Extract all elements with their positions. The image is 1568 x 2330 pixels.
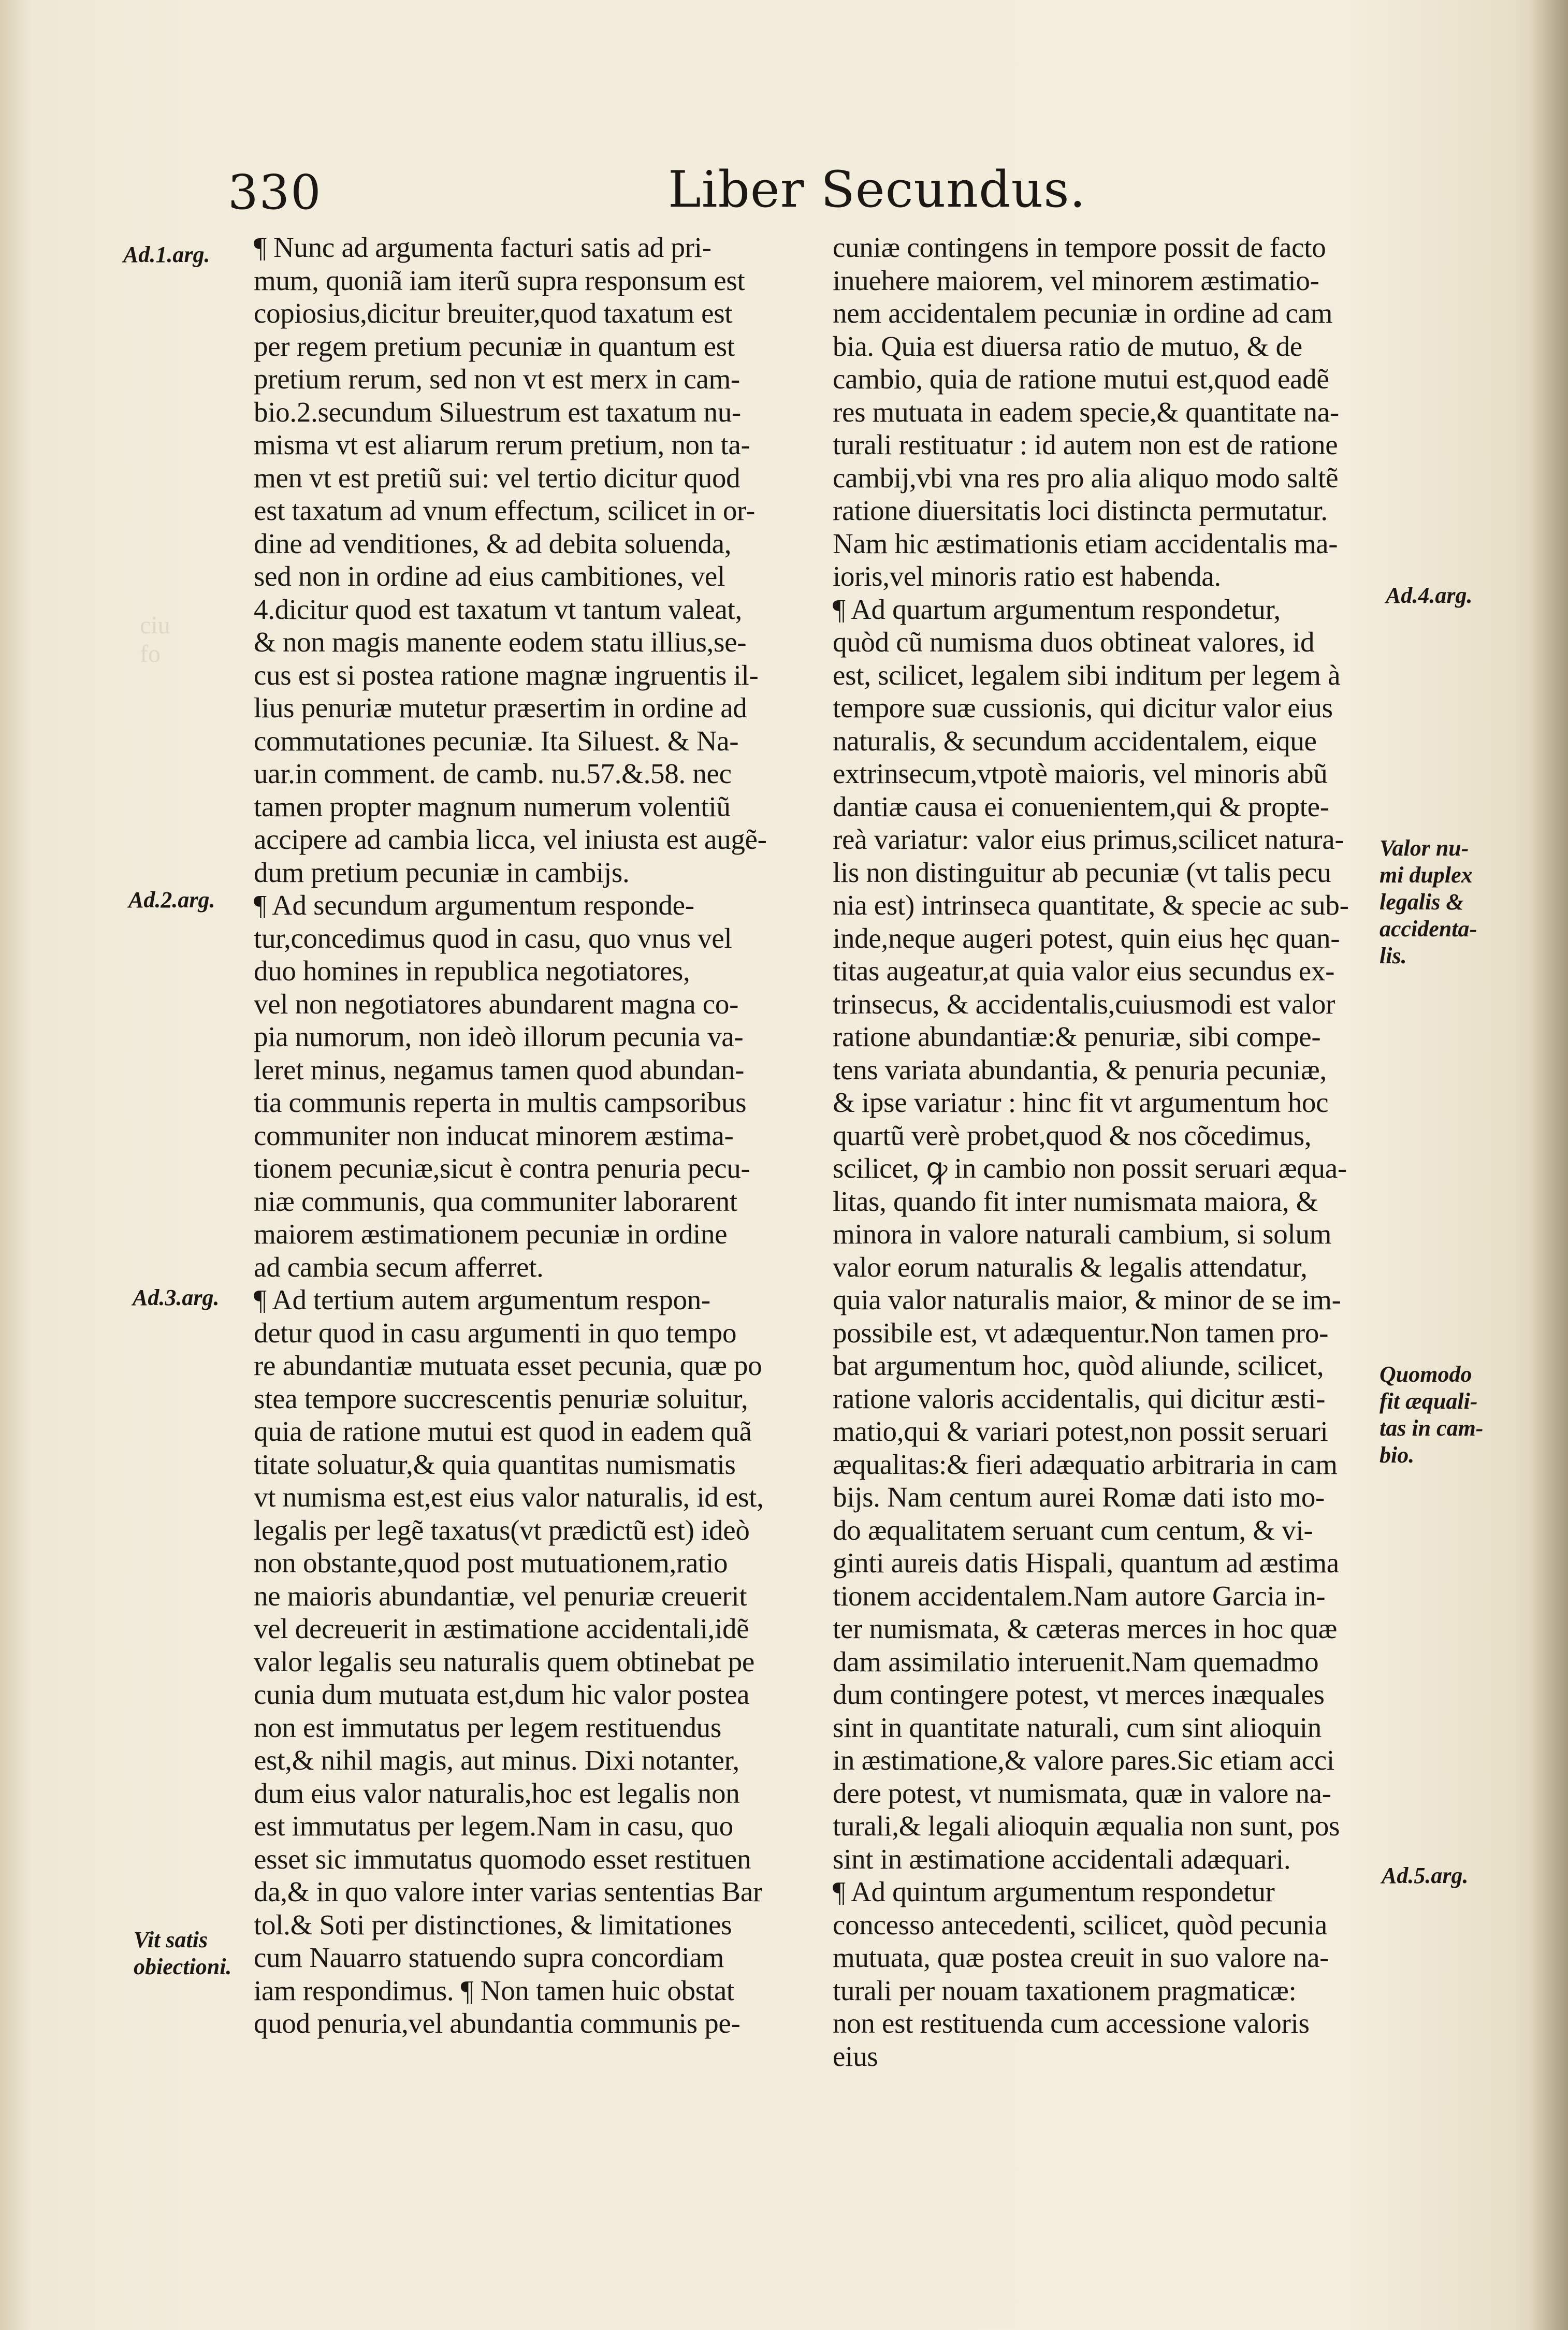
text-line: tur,concedimus quod in casu, quo vnus vel: [254, 922, 732, 954]
text-line: dere potest, vt numismata, quæ in valore na-: [833, 1777, 1331, 1809]
text-line: cuniæ contingens in tempore possit de facto: [833, 231, 1326, 263]
text-line: non est immutatus per legem restituendus: [254, 1711, 721, 1743]
text-line: reà variatur: valor eius primus,scilicet natura-: [833, 823, 1344, 855]
text-line: minora in valore naturali cambium, si solum: [833, 1218, 1332, 1250]
text-line: bijs. Nam centum aurei Romæ dati isto mo-: [833, 1481, 1325, 1513]
text-line: tens variata abundantia, & penuria pecuniæ,: [833, 1053, 1327, 1086]
text-line: possibile est, vt adæquentur.Non tamen pro-: [833, 1316, 1329, 1349]
text-line: quia valor naturalis maior, & minor de se im-: [833, 1284, 1341, 1315]
text-line: vel decreuerit in æstimatione accidentali,idẽ: [254, 1613, 749, 1644]
text-line: ter numismata, & cæteras merces in hoc quæ: [833, 1613, 1338, 1644]
text-line: dam assimilatio interuenit.Nam quemadmo: [833, 1645, 1319, 1677]
text-line: leret minus, negamus tamen quod abundan-: [254, 1053, 745, 1086]
text-line: tia communis reperta in multis campsoribus: [254, 1087, 747, 1118]
text-line: scilicet, ꝙ in cambio non possit seruari æqua-: [833, 1152, 1347, 1184]
text-line: eius: [833, 2040, 878, 2072]
text-line: accipere ad cambia licca, vel iniusta est augẽ-: [254, 823, 767, 855]
text-line: tionem pecuniæ,sicut è contra penuria pecu-: [254, 1152, 750, 1184]
text-line: inde,neque augeri potest, quin eius hęc quan-: [833, 922, 1340, 954]
left-text-column: [254, 231, 803, 2040]
text-line: mutuata, quæ postea creuit in suo valore na-: [833, 1942, 1329, 1973]
text-line: commutationes pecuniæ. Ita Siluest. & Na-: [254, 725, 739, 757]
text-line: tionem accidentalem.Nam autore Garcia in-: [833, 1580, 1326, 1612]
text-line: quartũ verè probet,quod & nos cõcedimus,: [833, 1119, 1312, 1151]
text-line: esset sic immutatus quomodo esset restituen: [254, 1843, 751, 1875]
text-line: non obstante,quod post mutuationem,ratio: [254, 1547, 728, 1579]
text-line: quod penuria,vel abundantia communis pe-: [254, 2007, 741, 2039]
text-line: copiosius,dicitur breuiter,quod taxatum est: [254, 297, 733, 329]
margin-note-vit: Vit satis obiectioni.: [134, 1927, 232, 1979]
text-line: tempore suæ cussionis, qui dicitur valor eius: [833, 692, 1333, 723]
margin-note-quomodo: Quomodo fit æquali- tas in cam- bio.: [1380, 1362, 1484, 1468]
right-text-column: [833, 231, 1392, 2073]
text-line: dum pretium pecuniæ in cambijs.: [254, 856, 630, 888]
text-line: valor legalis seu naturalis quem obtinebat pe: [254, 1645, 755, 1677]
text-line: pretium rerum, sed non vt est merx in cam-: [254, 363, 740, 395]
text-line: cambij,vbi vna res pro alia aliquo modo saltẽ: [833, 461, 1339, 494]
text-line: pia numorum, non ideò illorum pecunia va-: [254, 1021, 744, 1052]
text-line: ¶ Ad quartum argumentum respondetur,: [833, 593, 1281, 625]
text-line: bia. Quia est diuersa ratio de mutuo, & de: [833, 330, 1302, 362]
text-line: do æqualitatem seruant cum centum, & vi-: [833, 1514, 1313, 1546]
text-line: titas augeatur,at quia valor eius secundus ex-: [833, 955, 1335, 987]
text-line: dantiæ causa ei conuenientem,qui & propte-: [833, 790, 1329, 822]
text-line: turali,& legali alioquin æqualia non sunt, pos: [833, 1810, 1340, 1842]
text-line: da,& in quo valore inter varias sententias Bar: [254, 1876, 763, 1907]
text-line: & non magis manente eodem statu illius,se-: [254, 626, 747, 658]
text-line: cunia dum mutuata est,dum hic valor postea: [254, 1678, 750, 1710]
margin-note-valor: Valor nu- mi duplex legalis & accidenta- lis.: [1380, 835, 1477, 968]
text-line: est immutatus per legem.Nam in casu, quo: [254, 1810, 733, 1842]
text-line: maiorem æstimationem pecuniæ in ordine: [254, 1218, 728, 1250]
text-line: & ipse variatur : hinc fit vt argumentum hoc: [833, 1087, 1329, 1118]
text-line: titate soluatur,& quia quantitas numismatis: [254, 1448, 736, 1480]
text-line: mum, quoniã iam iterũ supra responsum est: [254, 264, 745, 296]
text-line: trinsecus, & accidentalis,cuiusmodi est valor: [833, 988, 1335, 1020]
text-line: vel non negotiatores abundarent magna co-: [254, 988, 739, 1020]
text-line: lius penuriæ mutetur præsertim in ordine ad: [254, 692, 747, 723]
text-line: Nam hic æstimationis etiam accidentalis ma-: [833, 527, 1338, 559]
text-line: extrinsecum,vtpotè maioris, vel minoris abũ: [833, 758, 1328, 789]
text-line: ioris,vel minoris ratio est habenda.: [833, 560, 1221, 592]
text-line: stea tempore succrescentis penuriæ soluitur,: [254, 1382, 748, 1414]
text-line: tol.& Soti per distinctiones, & limitationes: [254, 1908, 732, 1941]
text-line: ¶ Nunc ad argumenta facturi satis ad pri-: [254, 231, 712, 263]
text-line: est, scilicet, legalem sibi inditum per legem à: [833, 659, 1341, 691]
text-line: res mutuata in eadem specie,& quantitate na-: [833, 396, 1339, 428]
text-line: est taxatum ad vnum effectum, scilicet in or-: [254, 495, 755, 526]
text-line: litas, quando fit inter numismata maiora, &: [833, 1185, 1318, 1217]
text-line: cus est si postea ratione magnæ ingruentis il-: [254, 659, 759, 691]
page-gutter-shadow: [1532, 0, 1568, 2330]
text-line: sint in quantitate naturali, cum sint alioquin: [833, 1711, 1322, 1743]
margin-note-ad1: Ad.1.arg.: [123, 242, 210, 267]
text-line: ratione diuersitatis loci distincta permutatur.: [833, 495, 1328, 526]
text-line: niæ communis, qua communiter laborarent: [254, 1185, 737, 1217]
text-line: cambio, quia de ratione mutui est,quod eadẽ: [833, 363, 1329, 395]
text-line: men vt est pretiũ sui: vel tertio dicitur quod: [254, 461, 741, 494]
text-line: cum Nauarro statuendo supra concordiam: [254, 1942, 724, 1973]
text-line: matio,qui & variari potest,non possit seruari: [833, 1415, 1328, 1447]
text-line: ¶ Ad quintum argumentum respondetur: [833, 1876, 1275, 1907]
text-line: iam respondimus. ¶ Non tamen huic obstat: [254, 1974, 734, 2006]
text-line: inuehere maiorem, vel minorem æstimatio-: [833, 264, 1319, 296]
margin-note-ad5: Ad.5.arg.: [1382, 1863, 1469, 1888]
text-line: bio.2.secundum Siluestrum est taxatum nu-: [254, 396, 741, 428]
text-line: valor eorum naturalis & legalis attendatur,: [833, 1251, 1308, 1283]
margin-note-ad3: Ad.3.arg.: [133, 1285, 220, 1310]
text-line: duo homines in republica negotiatores,: [254, 955, 690, 987]
text-line: re abundantiæ mutuata esset pecunia, quæ po: [254, 1350, 762, 1381]
text-line: ¶ Ad tertium autem argumentum respon-: [254, 1284, 710, 1315]
text-line: legalis per legẽ taxatus(vt prædictũ est) ideò: [254, 1514, 750, 1546]
text-line: nia est) intrinseca quantitate, & specie ac sub-: [833, 889, 1349, 921]
text-line: sed non in ordine ad eius cambitiones, vel: [254, 560, 725, 592]
text-line: turali restituatur : id autem non est de ratione: [833, 429, 1338, 460]
text-line: lis non distinguitur ab pecuniæ (vt talis pecu: [833, 856, 1331, 888]
margin-note-ad4: Ad.4.arg.: [1386, 583, 1473, 608]
text-line: naturalis, & secundum accidentalem, eique: [833, 725, 1317, 757]
text-line: turali per nouam taxationem pragmaticæ:: [833, 1974, 1297, 2006]
text-line: detur quod in casu argumenti in quo tempo: [254, 1316, 737, 1349]
text-line: ne maioris abundantiæ, vel penuriæ creuerit: [254, 1580, 747, 1612]
text-line: ratione abundantiæ:& penuriæ, sibi compe-: [833, 1021, 1321, 1052]
margin-note-ad2: Ad.2.arg.: [128, 887, 215, 913]
text-line: communiter non inducat minorem æstima-: [254, 1119, 734, 1151]
text-line: ginti aureis datis Hispali, quantum ad æstima: [833, 1547, 1339, 1579]
text-line: dum contingere potest, vt merces inæquales: [833, 1678, 1325, 1710]
text-line: sint in æstimatione accidentali adæquari.: [833, 1843, 1291, 1875]
text-line: quòd cũ numisma duos obtineat valores, id: [833, 626, 1315, 658]
text-line: 4.dicitur quod est taxatum vt tantum valeat,: [254, 593, 742, 625]
text-line: per regem pretium pecuniæ in quantum est: [254, 330, 735, 362]
text-line: ratione valoris accidentalis, qui dicitur æsti-: [833, 1382, 1326, 1414]
text-line: non est restituenda cum accessione valoris: [833, 2007, 1310, 2039]
running-title: Liber Secundus.: [668, 161, 1086, 219]
text-line: misma vt est aliarum rerum pretium, non ta-: [254, 429, 750, 460]
text-line: bat argumentum hoc, quòd aliunde, scilicet,: [833, 1350, 1324, 1381]
text-line: vt numisma est,est eius valor naturalis, id est,: [254, 1481, 764, 1513]
text-line: tamen propter magnum numerum volentiũ: [254, 790, 731, 822]
text-line: nem accidentalem pecuniæ in ordine ad cam: [833, 297, 1333, 329]
bleed-through-text: ciu fo: [140, 612, 170, 668]
page-number: 330: [228, 165, 322, 220]
text-line: est,& nihil magis, aut minus. Dixi notanter,: [254, 1744, 739, 1776]
text-line: ¶ Ad secundum argumentum responde-: [254, 889, 694, 921]
text-line: ad cambia secum afferret.: [254, 1251, 544, 1283]
text-line: quia de ratione mutui est quod in eadem quã: [254, 1415, 752, 1447]
text-line: in æstimatione,& valore pares.Sic etiam acci: [833, 1744, 1334, 1776]
text-line: dum eius valor naturalis,hoc est legalis non: [254, 1777, 740, 1809]
text-line: dine ad venditiones, & ad debita soluenda,: [254, 527, 732, 559]
text-line: uar.in comment. de camb. nu.57.&.58. nec: [254, 758, 732, 789]
text-line: æqualitas:& fieri adæquatio arbitraria in cam: [833, 1448, 1338, 1480]
text-line: concesso antecedenti, scilicet, quòd pecunia: [833, 1908, 1328, 1941]
